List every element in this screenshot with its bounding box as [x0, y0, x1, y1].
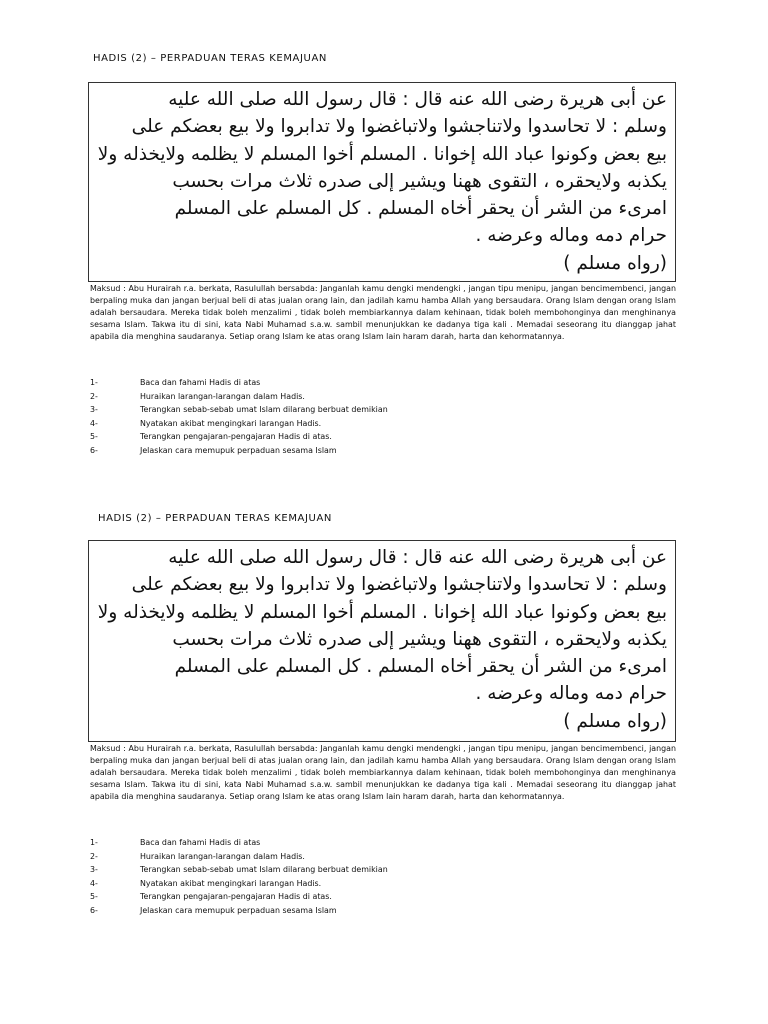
- question-item: [90, 877, 590, 891]
- arabic-line: عن أبى هريرة رضى الله عنه قال : قال رسول الله صلى الله عليه: [168, 89, 667, 110]
- question-text: Jelaskan cara memupuk perpaduan sesama Islam: [140, 905, 337, 915]
- arabic-hadith-box: [88, 82, 676, 282]
- arabic-line: يكذبه ولايحقره ، التقوى ههنا ويشير إلى صدره ثلاث مرات بحسب: [172, 628, 667, 650]
- arabic-hadith-box: [88, 540, 676, 742]
- maksud-translation: Maksud : Abu Hurairah r.a. berkata, Rasulullah bersabda: Janganlah kamu dengki mendengki , jangan tipu menipu, jangan bencimembenci, jangan berpaling muka dan jangan berjual beli di atas jualan orang lain, dan jadilah kamu hamba Allah yang bersaudara. Orang Islam dengan orang Islam adalah bersaudara. Mereka tidak boleh menzalimi , tidak boleh membiarkannya dalam kehinaan, tidak boleh membohonginya dan menghinanya sesama Islam. Takwa itu di sini, kata Nabi Muhamad s.a.w. sambil menunjukkan ke dadanya tiga kali . Memadai seseorang itu dianggap jahat apabila dia menghina saudaranya. Setiap orang Islam ke atas orang Islam lain haram darah, harta dan kehormatannya.: [90, 744, 676, 801]
- question-item: [90, 836, 590, 850]
- question-number: 3-: [90, 405, 98, 415]
- arabic-line: حرام دمه وماله وعرضه .: [475, 225, 667, 247]
- arabic-line: امرىء من الشر أن يحقر أخاه المسلم . كل المسلم على المسلم: [174, 656, 667, 678]
- question-text: Terangkan sebab-sebab umat Islam dilarang berbuat demikian: [140, 865, 388, 875]
- arabic-line: عن أبى هريرة رضى الله عنه قال : قال رسول الله صلى الله عليه: [168, 547, 667, 568]
- question-item: [90, 430, 590, 444]
- question-list: [90, 376, 590, 458]
- question-item: [90, 444, 590, 458]
- question-text: Jelaskan cara memupuk perpaduan sesama Islam: [140, 445, 337, 455]
- question-number: 6-: [90, 905, 98, 915]
- question-item: [90, 850, 590, 864]
- arabic-line: وسلم : لا تحاسدوا ولاتناجشوا ولاتباغضوا ولا تدابروا ولا بيع بعضكم على: [131, 574, 667, 596]
- question-item: [90, 890, 590, 904]
- arabic-line: امرىء من الشر أن يحقر أخاه المسلم . كل المسلم على المسلم: [174, 198, 667, 220]
- question-text: Huraikan larangan-larangan dalam Hadis.: [140, 851, 305, 861]
- question-text: Terangkan pengajaran-pengajaran Hadis di atas.: [140, 432, 332, 442]
- arabic-line: وسلم : لا تحاسدوا ولاتناجشوا ولاتباغضوا ولا تدابروا ولا بيع بعضكم على: [131, 116, 667, 138]
- question-number: 1-: [90, 378, 98, 387]
- maksud-translation: Maksud : Abu Hurairah r.a. berkata, Rasulullah bersabda: Janganlah kamu dengki mendengki , jangan tipu menipu, jangan bencimembenci, jangan berpaling muka dan jangan berjual beli di atas jualan orang lain, dan jadilah kamu hamba Allah yang bersaudara. Orang Islam dengan orang Islam adalah bersaudara. Mereka tidak boleh menzalimi , tidak boleh membiarkannya dalam kehinaan, tidak boleh membohonginya dan menghinanya sesama Islam. Takwa itu di sini, kata Nabi Muhamad s.a.w. sambil menunjukkan ke dadanya tiga kali . Memadai seseorang itu dianggap jahat apabila dia menghina saudaranya. Setiap orang Islam ke atas orang Islam lain haram darah, harta dan kehormatannya.: [90, 284, 676, 341]
- question-number: 3-: [90, 865, 98, 875]
- question-number: 5-: [90, 892, 98, 902]
- arabic-line: بيع بعض وكونوا عباد الله إخوانا . المسلم أخوا المسلم لا يظلمه ولايخذله ولا: [97, 601, 667, 623]
- question-text: Terangkan pengajaran-pengajaran Hadis di atas.: [140, 892, 332, 902]
- question-number: 2-: [90, 391, 98, 401]
- question-item: [90, 417, 590, 431]
- question-item: [90, 376, 590, 390]
- question-item: [90, 904, 590, 918]
- question-item: [90, 403, 590, 417]
- arabic-line-narrator: (رواه مسلم ): [563, 252, 667, 274]
- question-text: Baca dan fahami Hadis di atas: [140, 838, 261, 847]
- arabic-line: بيع بعض وكونوا عباد الله إخوانا . المسلم أخوا المسلم لا يظلمه ولايخذله ولا: [97, 143, 667, 165]
- question-item: [90, 390, 590, 404]
- question-number: 2-: [90, 851, 98, 861]
- question-number: 5-: [90, 432, 98, 442]
- arabic-line: حرام دمه وماله وعرضه .: [475, 683, 667, 705]
- question-text: Nyatakan akibat mengingkari larangan Hadis.: [140, 418, 322, 428]
- question-text: Baca dan fahami Hadis di atas: [140, 378, 261, 387]
- question-text: Terangkan sebab-sebab umat Islam dilarang berbuat demikian: [140, 405, 388, 415]
- question-text: Huraikan larangan-larangan dalam Hadis.: [140, 391, 305, 401]
- question-text: Nyatakan akibat mengingkari larangan Hadis.: [140, 878, 322, 888]
- question-number: 6-: [90, 445, 98, 455]
- question-list: [90, 836, 590, 918]
- question-number: 4-: [90, 418, 98, 428]
- question-number: 1-: [90, 838, 98, 847]
- arabic-line-narrator: (رواه مسلم ): [563, 710, 667, 732]
- section-heading: HADIS (2) – PERPADUAN TERAS KEMAJUAN: [93, 53, 327, 64]
- arabic-line: يكذبه ولايحقره ، التقوى ههنا ويشير إلى صدره ثلاث مرات بحسب: [172, 170, 667, 192]
- section-heading: HADIS (2) – PERPADUAN TERAS KEMAJUAN: [98, 513, 332, 524]
- question-number: 4-: [90, 878, 98, 888]
- question-item: [90, 863, 590, 877]
